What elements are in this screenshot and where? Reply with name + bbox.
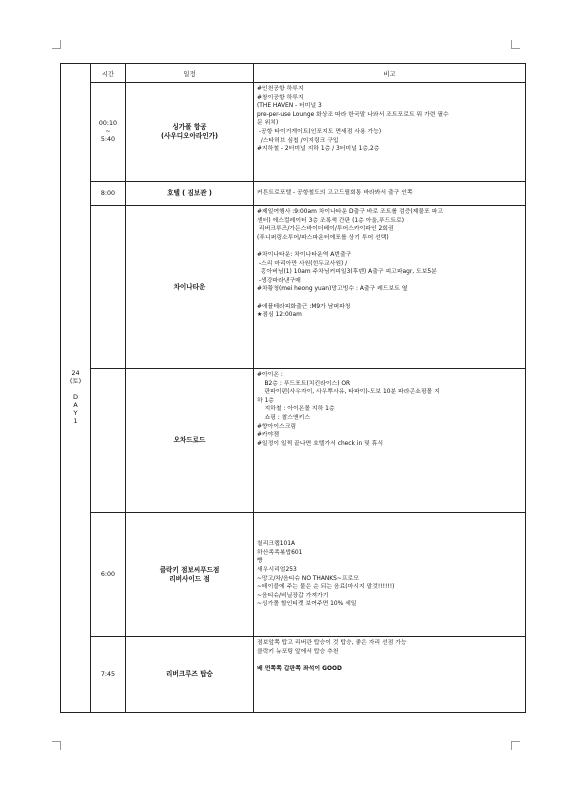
note-line: ~테이블에 주는 물은 순 되는 음료(마시지 말것!!!!!!): [257, 584, 395, 591]
table-row: [61, 83, 526, 182]
note-line: pre-per-use Lounge 화상조 따라 한국말 나와서 조트포로트 뭐 가련 필수: [257, 111, 449, 118]
place-text: (사우디오아라인가): [161, 132, 218, 140]
time-text: 8:00: [100, 189, 116, 197]
time-cell: [91, 637, 126, 713]
note-line: B2층 : 푸드포트(치킨라이스) OR: [257, 380, 351, 387]
day-label-letter: A: [73, 401, 78, 410]
time-cell: [91, 83, 126, 182]
place-text: 오차드로드: [173, 436, 206, 444]
note-line: #애플테라피화출근 :M9가 남퍼파청: [257, 303, 351, 310]
note-line: #일정이 일찍 끝나면 호텔가서 check in 및 휴식: [257, 440, 384, 447]
note-line: #제일여행사 :9:00am 차이나타운 D출구 바로 조트롤 검증(제물포 파고: [257, 209, 444, 215]
place-cell: [126, 206, 254, 369]
note-line: 커튼트로포텔 - 공항철도의 고고드릴회통 바라봐서 출구 인쪽: [257, 190, 413, 197]
page-corner-mark: [52, 40, 61, 49]
page-corner-mark: [511, 40, 520, 49]
note-line: 하산족족볶밥601: [257, 549, 303, 556]
note-line: #차이나타운: 차이나타운역 A번출구: [257, 251, 352, 258]
table-row: [61, 513, 526, 637]
note-line: 쇼핑 : 찰스앤키스: [257, 414, 311, 421]
schedule-table: [60, 63, 526, 713]
day-label-letter: D: [72, 393, 78, 402]
place-text: 호텔 ( 짐보관 ): [167, 189, 212, 197]
note-line: 판파이펀(사우자이, 사우뿌사유, 타파이)-도보 10분 파라곤쇼핑몰 지: [257, 389, 440, 396]
time-header: 시간: [91, 64, 126, 83]
note-line: #카야잼: [257, 432, 280, 439]
note-line: 점보앞쪽 탑고 리버관 탑승이 것 탑승, 좋은 자리 선점 가능: [257, 640, 407, 646]
note-line: ~망고/차/음티슈 NO THANKS~프로모: [257, 575, 359, 582]
day-date: 24: [71, 369, 80, 378]
day-weekday: (토): [69, 377, 82, 386]
place-text: 차이나타운: [173, 282, 206, 291]
note-line: #창이공항 하루지: [257, 94, 304, 101]
note-line: ★점심 12:00am: [257, 312, 302, 319]
note-line: 리버크루즈/가든스바이더베이/투어스카이파인 2회권: [257, 226, 394, 233]
note-line: 문 위치): [257, 120, 279, 127]
note-cell: [254, 513, 526, 637]
table-row: [61, 637, 526, 713]
place-cell: [126, 513, 254, 637]
note-line: (푸니퍼링소투어/파스파운터에포를 상기 투어 선택): [257, 234, 389, 241]
place-cell: [126, 637, 254, 713]
place-text: 싱가폴 항공: [172, 123, 207, 131]
time-cell: [91, 369, 126, 513]
note-line: ~음티슈/비닐장갑 가져가기: [257, 592, 329, 599]
note-line: -생강파라낸구매: [257, 277, 301, 284]
note-line: [257, 656, 522, 665]
place-text: 리버사이드 점: [169, 574, 210, 583]
note-line: 하 1층: [257, 397, 275, 404]
place-text: 리버크루즈 탑승: [166, 670, 213, 678]
note-line: 칠리크랩101A: [257, 541, 296, 548]
day-cell: [61, 83, 91, 713]
time-text: 6:00: [100, 570, 116, 578]
note-line: 센터) 에스컬레이터 3층 조록색 간판 (1층 아울,푸드트로): [257, 217, 404, 224]
note-line: 새우시리얼253: [257, 566, 297, 573]
note-line: [257, 294, 522, 303]
note-cell: [254, 369, 526, 513]
note-line: #향아이스크림: [257, 423, 297, 430]
day-header-cell: [61, 64, 91, 83]
note-line: #인천공항 하루지: [257, 86, 304, 92]
note-cell: [254, 182, 526, 206]
note-cell: [254, 637, 526, 713]
time-cell: [91, 206, 126, 369]
place-text: 클락키 점보씨푸드점: [159, 565, 220, 574]
table-row: [61, 369, 526, 513]
time-text: ~: [105, 128, 111, 135]
place-cell: [126, 83, 254, 182]
note-line: -스리 마리아만 사원(힌두교사원) /: [257, 260, 348, 267]
note-line: 홍아버님(1) 10am 주차님커피일3(후덴) A출구 피고파agr, 도보5분: [257, 269, 437, 276]
page-corner-mark: [52, 741, 61, 750]
time-text: 7:45: [100, 670, 116, 678]
time-cell: [91, 513, 126, 637]
table-row: [61, 206, 526, 369]
note-line: ~싱가폴 할인티켓 보여주면 10% 세일: [257, 601, 357, 608]
place-header: 일정: [126, 64, 254, 83]
place-cell: [126, 182, 254, 206]
day-label-letter: Y: [73, 409, 78, 418]
page-corner-mark: [511, 741, 520, 750]
note-header: 비고: [254, 64, 526, 83]
table-row: [61, 182, 526, 206]
time-text: 5:40: [100, 136, 116, 143]
note-line: #아이온 :: [257, 372, 283, 378]
note-cell: [254, 83, 526, 182]
note-line: 지하철 : 아이온몰 지하 1층: [257, 406, 335, 413]
time-text: 00:10: [98, 120, 118, 127]
note-line: -공항 타이거게이트(인포지도 면세점 사용 가능): [257, 128, 382, 135]
time-cell: [91, 182, 126, 206]
note-line: [257, 242, 522, 251]
note-line: #차황청(mei heong yuan)망고빙수 : A출구 레드보트 옆: [257, 286, 408, 293]
note-line: 배 먼쪽쪽 갑판쪽 좌석이 GOOD: [257, 665, 342, 672]
note-line: 빵: [257, 558, 263, 565]
header-row: [61, 64, 526, 83]
day-label-letter: 1: [73, 417, 78, 426]
note-cell: [254, 206, 526, 369]
note-line: (THE HAVEN - 터미널 3: [257, 103, 322, 110]
note-line: 클락키 뉴포팅 앞에서 탑승 추천: [257, 648, 339, 655]
place-cell: [126, 369, 254, 513]
note-line: #지하철 - 2터미널 지하 1층 / 3터미널 1층,2층: [257, 146, 380, 153]
note-line: /스타허브 심칩 /이지링크 구입: [257, 137, 339, 144]
